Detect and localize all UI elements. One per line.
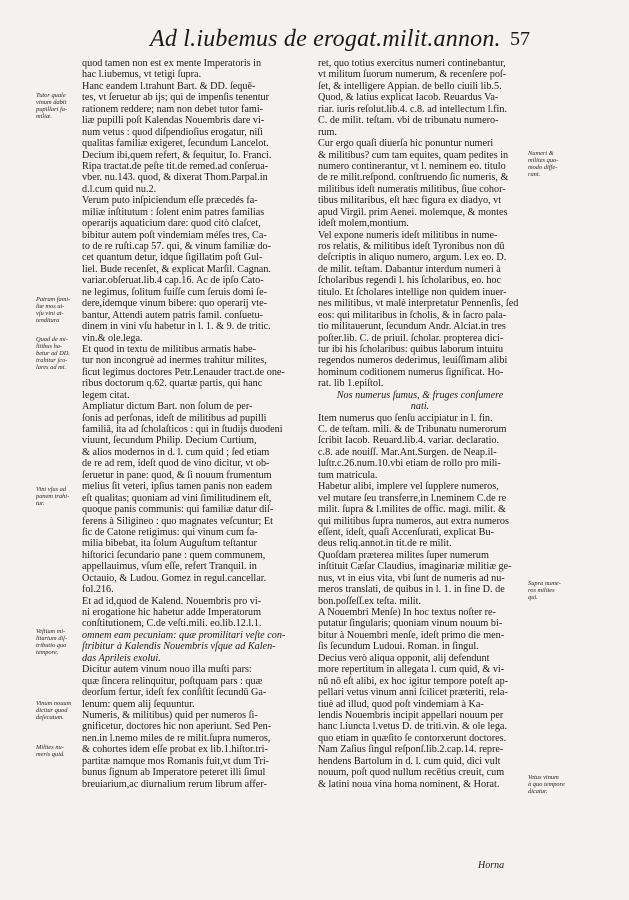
text-line: titulo. Et ſcholares intellige non quidem inuer-	[318, 286, 507, 298]
text-line: deorſum fertur, ideſt fex conſiſtit ſecundū Ga-	[82, 687, 267, 699]
text-line: conſtitutionem, C.de veſti.mili. eo.lib.12.l.1.	[82, 618, 262, 630]
text-line: hiſtorici ſecundario pane : quem communem,	[82, 549, 266, 561]
margin-note-line: Supra nume-	[528, 580, 561, 587]
text-line: nū nō eſt alibi, ex hoc igitur tempore poteſt ap-	[318, 675, 509, 687]
margin-note	[36, 92, 80, 120]
margin-note-line: miliæ.	[36, 113, 52, 120]
text-line: meros translati, de quibus in l. 1. in fine D. de	[318, 584, 505, 596]
margin-note-line: tributio quo	[36, 642, 67, 649]
text-line: hac l.iubemus, vt tetigi ſupra.	[82, 69, 202, 81]
text-line: ſtribitur à Kalendis Nouembris vſque ad Kalen-	[82, 641, 276, 653]
text-line: & militibus? cum tam equites, quam pedites in	[318, 149, 509, 161]
text-line: quoque panis communis: qui familiæ datur diſ-	[82, 504, 274, 516]
text-line: nus, vt in eius vita, vbi ſunt de numeris ad nu-	[318, 572, 505, 584]
text-line: apud Virgil. prim Aenei. molemque, & montes	[318, 206, 508, 218]
margin-note-line: rant.	[528, 171, 541, 178]
margin-note-line: Tutor quale	[36, 92, 66, 99]
text-line: riar. iuris reſolut.lib.4. c.8. ad intellectum l.fin.	[318, 103, 507, 115]
text-line: A Nouembri Menſe) In hoc textus noſter re-	[318, 607, 496, 618]
text-line: rum.	[318, 126, 337, 138]
text-line: Quoſdam præterea milites ſuper numerum	[318, 549, 489, 561]
text-line: vel mutare ſeu transferre,in l.neminem C.de re	[318, 492, 507, 504]
text-line: Habetur alibi, implere vel ſupplere numeros,	[318, 481, 499, 493]
margin-note-line: qui.	[528, 594, 538, 601]
margin-note	[528, 150, 578, 178]
text-line: Decium ibi,quem refert, & ſequitur, Io. Franci.	[82, 149, 272, 161]
text-line: das Aprileis exolui.	[82, 652, 161, 664]
margin-note-line: Vinum nouum	[36, 700, 72, 707]
margin-note-line: panem trahi-	[36, 493, 70, 500]
margin-note-line: lares ad mi.	[36, 364, 67, 371]
margin-note-line: meris quid.	[36, 751, 65, 758]
text-line: Et ad id,quod de Kalend. Nouembris pro vi-	[82, 595, 262, 607]
text-line: & alios modernos in d. l. cum quid ; ſed etiam	[82, 446, 270, 458]
text-line: cet quantum detur, idque ſigillatim poſt Gul-	[82, 252, 263, 264]
text-line: deſcriptis in aliquo numero, argum. l.ex eo. D.	[318, 252, 507, 264]
margin-note	[528, 774, 578, 795]
text-line: Octauio, & Ludou. Gomez in regul.cancellar.	[82, 572, 267, 584]
text-line: ſic de Catone retigimus: qui vinum cum fa-	[82, 526, 258, 538]
text-line: qui militibus ſupra numeros, aut extra numeros	[318, 515, 509, 527]
text-line: Numeris, & militibus) quid per numeros ſi-	[82, 709, 258, 721]
text-line: more repertitum in allegata l. cum quid, & vi-	[318, 664, 505, 676]
text-line: militibus ideſt numeratis militibus, ſiue cohor-	[318, 183, 506, 195]
text-line: ne legimus, ſolitum fuiſſe cum ſeruis domi ſe-	[82, 286, 268, 298]
text-line: breuiarium,ac diurnalium rerum librum affer-	[82, 778, 267, 790]
text-line: de re ad rem, ideſt quod de vino dicitur, vt ob-	[82, 458, 270, 470]
text-line: putatur ſingularis; quoniam vinum nouum bi-	[318, 618, 503, 630]
margin-note-line: vſu vini at-	[36, 310, 64, 317]
text-line: Dicitur autem vinum nouo illa muſti pars:	[82, 664, 252, 676]
text-line: liel. Bude recenſet, & explicat Marſil. Cagnan.	[82, 263, 271, 275]
margin-note-line: trahitur ſco-	[36, 357, 68, 364]
text-line: dinem in vini vſu habetur in l. 1. & 9. de tritic.	[82, 321, 271, 333]
margin-note-line: deſecatum.	[36, 714, 64, 721]
text-line: viuunt, ſecundum Philip. Decium Curtium,	[82, 435, 257, 447]
text-line: hominum coditionem numerus ſignificat. Ho-	[318, 366, 504, 378]
text-line: tibus militaribus, eſt hæc figura ex diadyo, vt	[318, 195, 502, 207]
text-line: lendis Nouembris incipit appellari nouum per	[318, 709, 504, 721]
text-line: partitæ namque mos Romanis fuit,vt dum Tri-	[82, 755, 270, 767]
text-line: hendens Bartolum in d. l. cum quid, dici vult	[318, 755, 501, 767]
text-line: Quod, & latius explicat Iacob. Reuardus Va-	[318, 92, 499, 104]
margin-note-line: tempore.	[36, 649, 59, 656]
text-line: ret, quo totius exercitus numeri continebantur,	[318, 58, 506, 69]
text-line: tio militauerunt, ſecundum Andr. Alciat.in tres	[318, 321, 506, 333]
text-line: vt militum ſuorum numerum, & recenſere poſ-	[318, 69, 507, 81]
text-line: eos: qui militaribus in ſcholis, & in ſacro pala-	[318, 309, 507, 321]
text-line: eſt qualitas; quoniam ad vini ſimilitudinem eſt,	[82, 492, 272, 504]
text-line	[318, 790, 522, 801]
text-line: eſſent, ideſt, quaſi Accenſurati, explicat Bu-	[318, 526, 494, 538]
running-header	[150, 26, 530, 54]
verse-line: Nos numerus ſumus, & fruges conſumere	[336, 389, 504, 401]
margin-note-line: betur ad DD.	[36, 350, 70, 357]
margin-note-line: Vini vſus ad	[36, 486, 67, 493]
margin-note	[36, 628, 80, 656]
text-line: vber. nu.143. quod, & dixerat Thom.Parpal.in	[82, 172, 268, 184]
left-text-column	[82, 58, 304, 790]
margin-note-line: Numeri &	[528, 150, 554, 157]
text-line: tur ibi his ſcholaribus: quibus laborum intuitu	[318, 343, 504, 355]
verse-line: nati.	[410, 401, 430, 413]
text-line: ſis ſecundum Ludoui. Roman. in ſingul.	[318, 641, 479, 653]
right-text-column	[318, 58, 522, 801]
text-line: regendos numeros dederimus, leuiſſimam alibi	[318, 355, 508, 367]
text-line: tes, vt ſeruetur ab ijs; qui de impenſis tenentur	[82, 92, 270, 104]
text-line: nen.in l.nemo miles de re milit.ſupra numeros,	[82, 732, 271, 744]
text-line: rationem reddere; nam non debet tutor fami-	[82, 103, 264, 115]
text-line: & cohortes idem eſſe probat ex lib.1.hiſtor.tri-	[82, 744, 268, 756]
text-line: de re milit.reſpond. conſtruendo ſic numeris, &	[318, 172, 509, 184]
page-number: 57	[510, 28, 530, 50]
margin-note-line: Milites nu-	[36, 744, 64, 751]
text-line: tum matricula.	[318, 469, 378, 481]
text-line: de milit. teſtam. Dabantur interdum numeri à	[318, 263, 501, 275]
text-line: qualitas familiæ exigeret, ſecundum Lancelot.	[82, 138, 269, 150]
text-line: poſter.lib. C. de priuil. ſcholar. propterea dici-	[318, 332, 504, 344]
text-line: nes militibus, vt malè interpretatur Pennenſis, ſed	[318, 298, 519, 310]
text-line: miliæ inſtitutum : ſolent enim patres familias	[82, 206, 265, 218]
text-line: inſtituit Cæſar Claudius, imaginariæ militiæ ge-	[318, 561, 512, 573]
text-line: variar.obſeruat.lib.4 cap.16. Ac de ipſo Cato-	[82, 275, 264, 287]
text-line: deus reliq.annot.in tit.de re milit.	[318, 538, 452, 550]
text-line: operarijs aquaticium dare: quod citò claſcet,	[82, 218, 261, 230]
text-line: hanc l.iuncta l.vetus D. de triti.vin. & ole lega.	[318, 721, 507, 733]
text-line: milia bibebat, ita ſolum Auguſtum teſtantur	[82, 538, 257, 550]
text-line: ideſt molem,montium.	[318, 218, 409, 230]
running-title: Ad l.iubemus de erogat.milit.annon.	[150, 26, 501, 52]
margin-note-line: tenditura	[36, 317, 60, 324]
text-line: Nam Zaſius ſingul reſponſ.lib.2.cap.14. repre-	[318, 744, 504, 756]
text-line: quod tamen non est ex mente Imperatoris in	[82, 58, 262, 69]
margin-note-line: Vetus vinum	[528, 774, 559, 781]
text-line: C. de milit. teſtam. vbi de tribunatu numero-	[318, 115, 499, 127]
margin-note-line: à quo tempore	[528, 781, 565, 788]
text-line: ros relatis, & militibus ideſt Tyronibus non dū	[318, 241, 505, 252]
text-line: bitur à Nouembri menſe, ideſt primo die men-	[318, 629, 505, 641]
text-line: ferens à Siligineo : quo magnates veſcuntur; Et	[82, 515, 273, 527]
text-line: quo etiam in quæſito ſe contorxerunt doctores.	[318, 732, 507, 744]
margin-note-line: pupillari fa-	[36, 106, 68, 113]
text-line: d.l.cum quid nu.2.	[82, 183, 157, 195]
text-line: Decius verò aliqua opponit, alij defendunt	[318, 652, 490, 664]
text-line: bibitur autem poſt vindemiam méſes tres, Ca-	[82, 229, 267, 241]
text-line: lenum: quem alij ſequuntur.	[82, 698, 195, 710]
margin-note	[36, 700, 80, 721]
text-line: legem citat.	[82, 389, 130, 401]
text-line: C. de teſtam. mili. & de Tribunatu numerorum	[318, 424, 507, 435]
margin-note-line: litarium diſ-	[36, 635, 68, 642]
text-line: ſcholaribus regendi l. his ſcholaribus, eo. hoc	[318, 275, 502, 287]
text-line: Cur ergo quaſi diuerſa hic ponuntur numeri	[318, 138, 494, 150]
margin-note-line: Quod de mi-	[36, 336, 68, 343]
text-line: omnem eam pecuniam: quæ promilitari veſte con-	[82, 629, 286, 641]
text-line: Verum puto inſpiciendum eſſe præcedés fa-	[82, 195, 258, 207]
text-line: gnificetur, doctores hic non aperiunt. Sed Pen-	[82, 721, 272, 733]
text-line: Ripa tractat.de peſte tit.de remed.ad conſerua-	[82, 160, 269, 172]
text-line: appellauimus, vſum eſſe, refert Tranquil. in	[82, 561, 257, 573]
margin-note	[36, 336, 80, 371]
margin-note	[528, 580, 578, 601]
text-line: dere,ídemque vinum bibere: quo operarij vte-	[82, 298, 268, 310]
text-line: Ampliatur dictum Bart. non ſolum de per-	[82, 401, 253, 413]
text-line: ſicut legimus doctores Petr.Lenauder tract.de one-	[82, 366, 285, 378]
text-line: ribus doctorum q.62. quartæ partis, qui hanc	[82, 378, 263, 390]
text-line: bantur, Attendi autem patris famil. conſuetu-	[82, 309, 263, 321]
text-line: Item numerus quo ſenſu accipiatur in l. fin.	[318, 412, 493, 424]
text-line: melius ſit veteri, ipſius tamen panis non eadem	[82, 481, 273, 493]
text-line: tur non incongruè ad inermes trahitur milites,	[82, 355, 267, 367]
margin-note-line: vinum dabit	[36, 99, 67, 106]
text-line: quæ ſincera relinquitur, poſtquam pars : quæ	[82, 675, 263, 687]
text-line: ſcribit Iacob. Reuard.lib.4. variar. declaratio.	[318, 435, 500, 447]
text-line: numero continerantur, vt l. neminem eo. titulo	[318, 160, 506, 172]
text-line: tiuè ad illud, quod poſt vindemiam à Ka-	[318, 698, 484, 710]
text-line: pellari vetus vinum anni ſcilicet præteriti, rela-	[318, 687, 508, 699]
text-line: & latini noua vina homa nominent, & Horat.	[318, 778, 500, 790]
margin-note-line: liæ mos ut-	[36, 303, 65, 310]
text-line: vin.& ole.lega.	[82, 332, 143, 344]
margin-note-line: modo diffe-	[528, 164, 558, 171]
margin-note-line: dicitur quod	[36, 707, 68, 714]
margin-note-line: Veſtium mi-	[36, 628, 66, 635]
text-line: fol.216.	[82, 584, 114, 596]
margin-note-line: Patrum fami-	[36, 296, 71, 303]
text-line: to de re ruſti.cap 57. qui, & vinum familiæ do-	[82, 241, 272, 252]
text-line: luſtr.c.26.num.10.vbi etiam de rollo pro mili-	[318, 458, 501, 470]
text-line: Et quod in textu de militibus armatis habe-	[82, 343, 257, 355]
margin-note	[36, 744, 80, 758]
text-line: milit. ſupra & l.milites de offic. magi. milit. &	[318, 504, 506, 516]
margin-note	[36, 486, 80, 507]
text-line: liæ pupilli poſt Kalendas Nouembris dare vi-	[82, 115, 265, 127]
text-line: familiā, ita ad ſcholaſticos : qui in ſtudijs duodeni	[82, 424, 283, 435]
text-line: nouum, poſt quod nullum recētius creuit, cum	[318, 767, 505, 779]
text-line: ſonis ad perſonas, ideſt de militibus ad pupilli	[82, 412, 267, 424]
text-line: bon.poſſeſſ.ex teſta. milit.	[318, 595, 421, 607]
text-line: ni erogatione hic habetur adde Imperatorum	[82, 607, 262, 618]
text-line: ſet, & intelligere Appian. de bello ciuili lib.5.	[318, 80, 502, 92]
text-line: bunus ſignum ab Imperatore peteret illi ſimul	[82, 767, 266, 779]
text-line: rat. lib 1.epiſtol.	[318, 378, 384, 390]
text-line: num vetus : quod diſpendioſius erogatur, niſi	[82, 126, 263, 138]
margin-note-line: milites quo-	[528, 157, 559, 164]
margin-note-line: tur.	[36, 500, 45, 507]
catchword: Horna	[478, 860, 505, 871]
margin-note-line: litibus ha-	[36, 343, 63, 350]
text-line: Vel expone numeris ideſt militibus in nume-	[318, 229, 498, 241]
margin-note	[36, 296, 80, 324]
text-line: ſeruetur in pane: quod, & ſi nouum frumentum	[82, 469, 272, 481]
text-line: c.8. ade nouiſſ. Mar.Ant.Surgen. de Neap.il-	[318, 446, 497, 458]
margin-note-line: ros milites	[528, 587, 555, 594]
text-line: Hanc eandem l.trahunt Bart. & DD. ſequē-	[82, 80, 256, 92]
margin-note-line: dicatur.	[528, 788, 548, 795]
